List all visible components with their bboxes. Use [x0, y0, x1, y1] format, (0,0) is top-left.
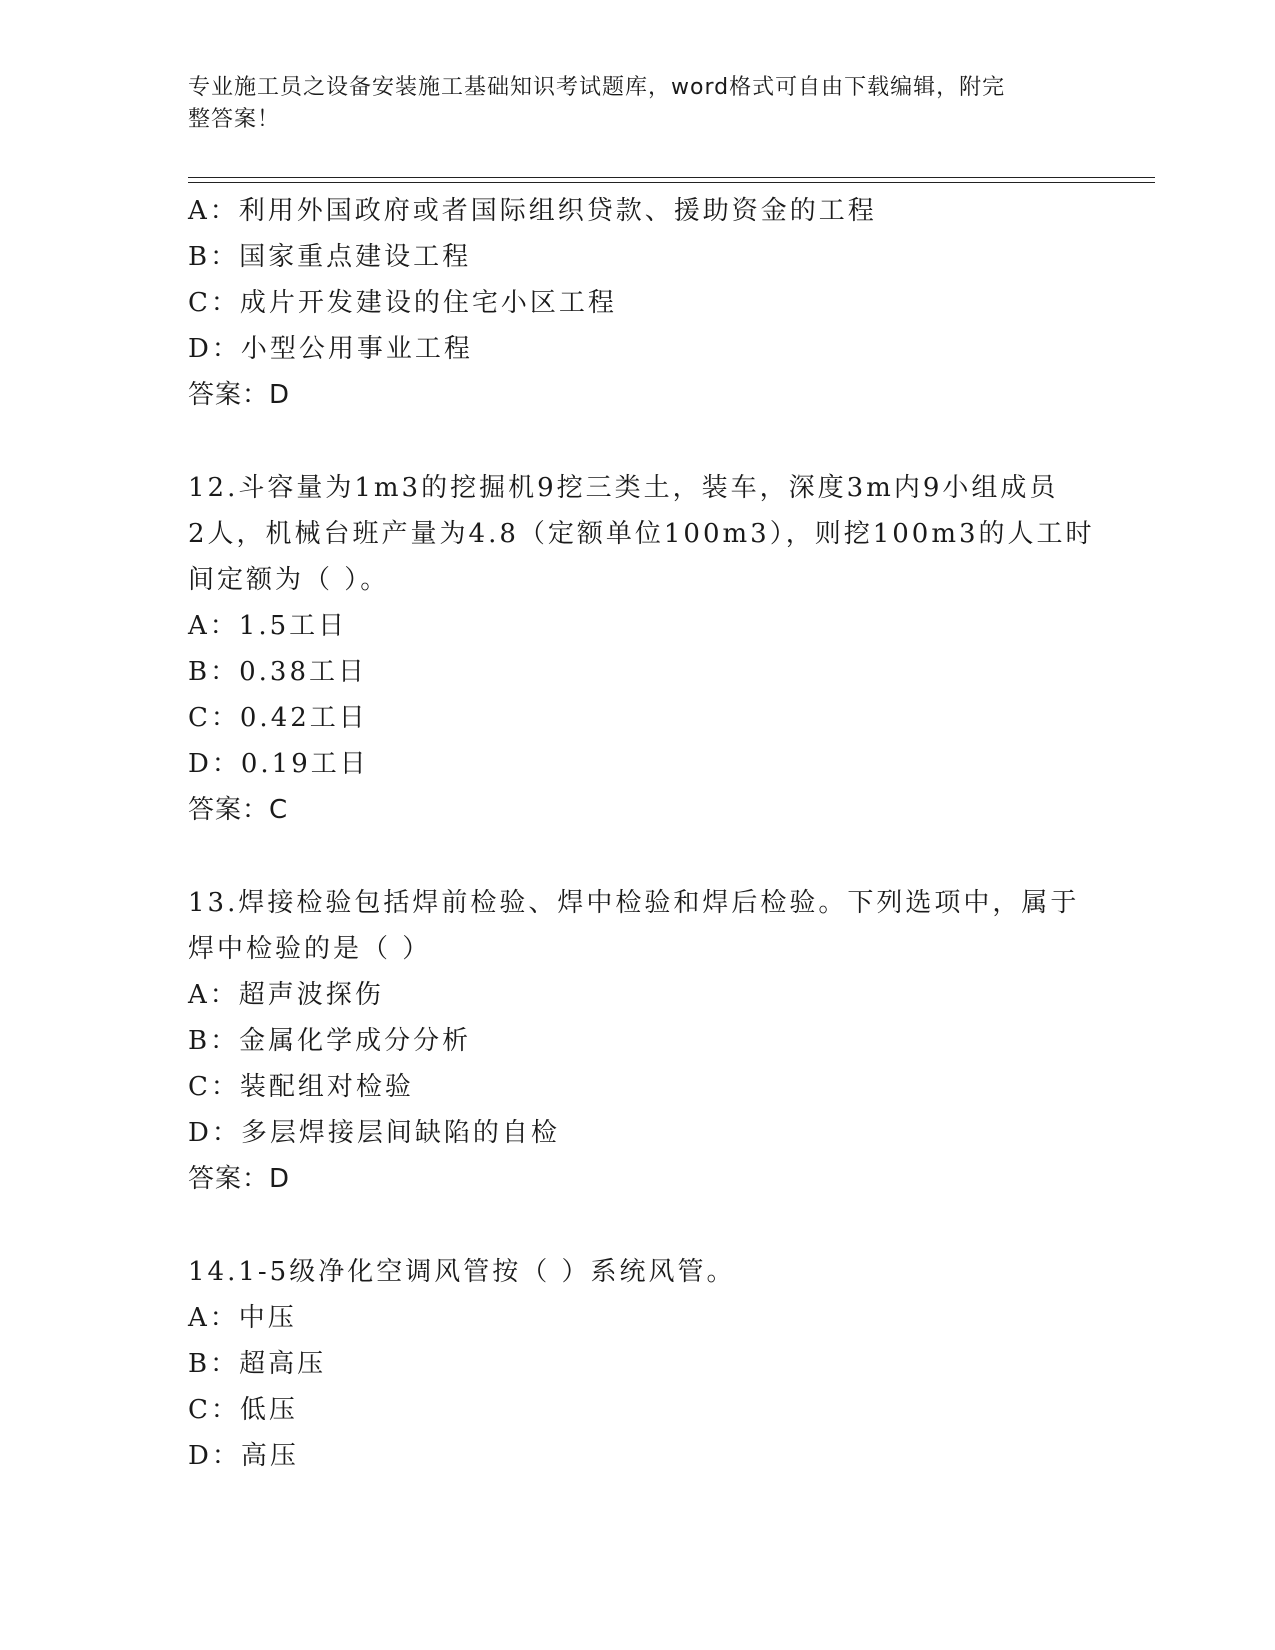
option-b: B：国家重点建设工程 — [188, 242, 472, 272]
question-13 — [188, 880, 1088, 1202]
option-c: C：成片开发建设的住宅小区工程 — [188, 288, 617, 318]
question-11 — [188, 188, 1088, 418]
option-d: D：高压 — [188, 1441, 299, 1471]
question-stem-line: 2人，机械台班产量为4.8（定额单位100m3），则挖100m3的人工时 — [188, 519, 1095, 549]
option-d: D：小型公用事业工程 — [188, 334, 473, 364]
header-rule-bottom — [188, 182, 1155, 183]
option-c: C：低压 — [188, 1395, 298, 1425]
option-b: B：0.38工日 — [188, 657, 367, 687]
option-a: A：1.5工日 — [188, 611, 348, 641]
answer: 答案：D — [188, 1164, 291, 1194]
option-a: A：超声波探伤 — [188, 980, 384, 1010]
option-a: A：利用外国政府或者国际组织贷款、援助资金的工程 — [188, 196, 877, 226]
header-line-1: 专业施工员之设备安装施工基础知识考试题库，word格式可自由下载编辑，附完 — [188, 75, 1006, 100]
question-stem-line: 12.斗容量为1m3的挖掘机9挖三类土，装车，深度3m内9小组成员 — [188, 473, 1059, 503]
document-header — [188, 72, 1068, 136]
option-d: D：多层焊接层间缺陷的自检 — [188, 1118, 560, 1148]
question-stem-line: 焊中检验的是（ ） — [188, 934, 432, 964]
spacer — [188, 833, 1088, 880]
question-stem-line: 间定额为（ ）。 — [188, 565, 390, 595]
answer: 答案：D — [188, 380, 291, 410]
option-c: C：0.42工日 — [188, 703, 368, 733]
answer: 答案：C — [188, 795, 289, 825]
question-14 — [188, 1249, 1088, 1479]
question-content — [188, 188, 1095, 1479]
question-stem-line: 14.1-5级净化空调风管按（ ）系统风管。 — [188, 1257, 736, 1287]
spacer — [188, 418, 1088, 465]
option-c: C：装配组对检验 — [188, 1072, 414, 1102]
option-a: A：中压 — [188, 1303, 297, 1333]
question-12 — [188, 465, 1095, 833]
question-stem-line: 13.焊接检验包括焊前检验、焊中检验和焊后检验。下列选项中，属于 — [188, 888, 1080, 918]
option-b: B：超高压 — [188, 1349, 327, 1379]
spacer — [188, 1202, 1088, 1249]
header-line-2: 整答案！ — [188, 107, 281, 132]
option-d: D：0.19工日 — [188, 749, 369, 779]
option-b: B：金属化学成分分析 — [188, 1026, 472, 1056]
header-rule-top — [188, 177, 1155, 178]
